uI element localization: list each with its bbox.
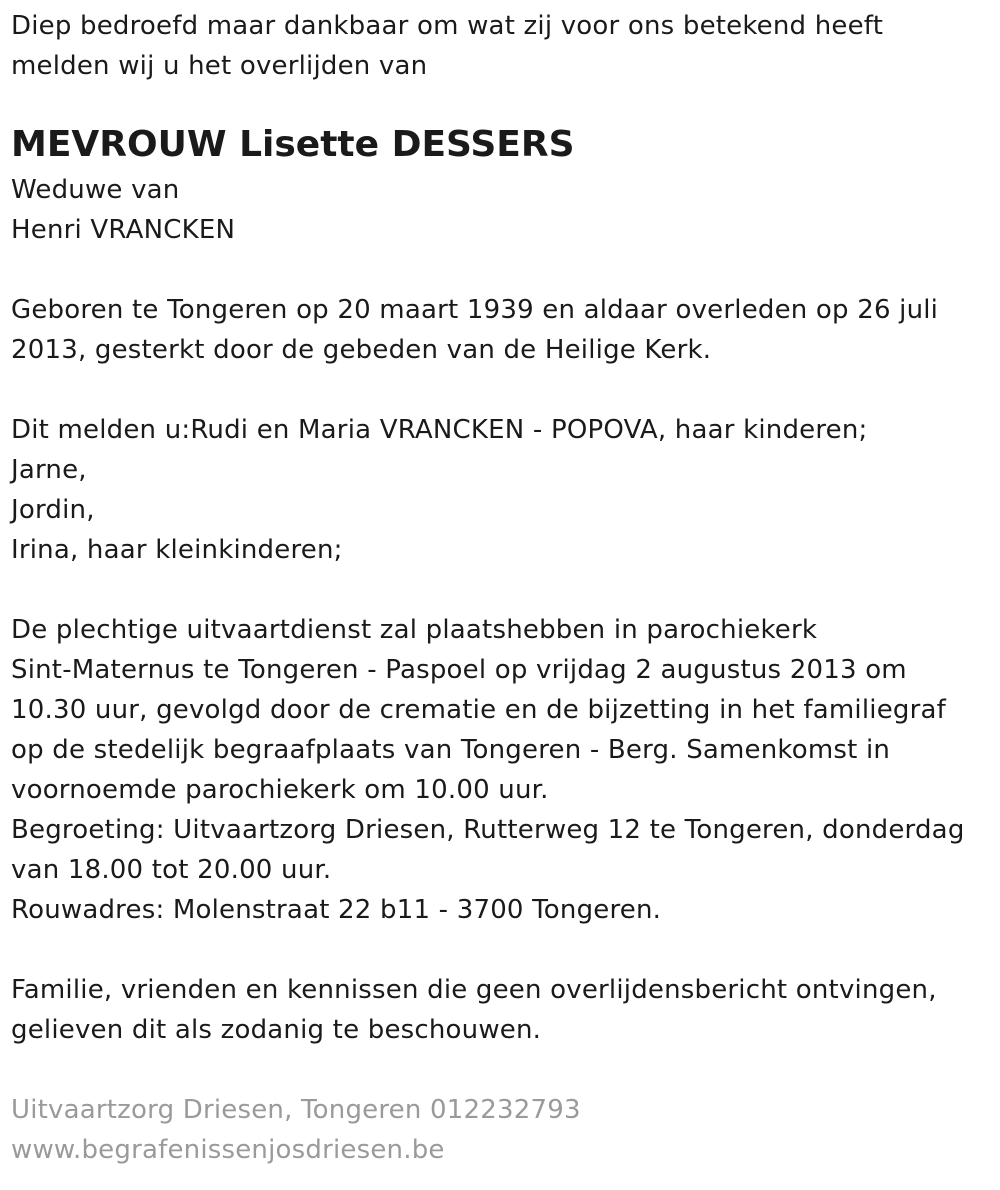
notice-line-2: gelieven dit als zodanig te beschouwen. — [11, 1015, 542, 1045]
footer-website[interactable]: www.begrafenissenjosdriesen.be — [11, 1135, 445, 1165]
spacer — [11, 370, 1000, 410]
spacer — [11, 1050, 1000, 1090]
service-line-2: Sint-Maternus te Tongeren - Paspoel op vrijdag 2 augustus 2013 om — [11, 655, 907, 685]
notice-line-1: Familie, vrienden en kennissen die geen overlijdensbericht ontvingen, — [11, 975, 937, 1005]
notice-section — [11, 970, 1000, 1050]
intro-line-1: Diep bedroefd maar dankbaar om wat zij voor ons betekend heeft — [11, 11, 884, 41]
deceased-section — [11, 120, 1000, 250]
birth-line-1: Geboren te Tongeren op 20 maart 1939 en aldaar overleden op 26 juli — [11, 295, 939, 325]
visitation-line-2: van 18.00 tot 20.00 uur. — [11, 855, 332, 885]
intro-section — [11, 6, 1000, 86]
family-line-3: Jordin, — [11, 495, 95, 525]
visitation-line-1: Begroeting: Uitvaartzorg Driesen, Rutterweg 12 te Tongeren, donderdag — [11, 815, 965, 845]
birth-line-2: 2013, gesterkt door de gebeden van de Heilige Kerk. — [11, 335, 712, 365]
spacer — [11, 250, 1000, 290]
family-section — [11, 410, 1000, 570]
family-line-4: Irina, haar kleinkinderen; — [11, 535, 343, 565]
relation-line-1: Weduwe van — [11, 175, 180, 205]
intro-line-2: melden wij u het overlijden van — [11, 51, 428, 81]
service-line-1: De plechtige uitvaartdienst zal plaatshebben in parochiekerk — [11, 615, 818, 645]
family-line-1: Dit melden u:Rudi en Maria VRANCKEN - POPOVA, haar kinderen; — [11, 415, 868, 445]
service-section — [11, 610, 1000, 930]
footer-company: Uitvaartzorg Driesen, Tongeren 012232793 — [11, 1095, 581, 1125]
deceased-name: MEVROUW Lisette DESSERS — [11, 124, 575, 165]
footer — [11, 1090, 1000, 1170]
relation-line-2: Henri VRANCKEN — [11, 215, 236, 245]
service-line-5: voornoemde parochiekerk om 10.00 uur. — [11, 775, 549, 805]
birth-section — [11, 290, 1000, 370]
service-line-4: op de stedelijk begraafplaats van Tongeren - Berg. Samenkomst in — [11, 735, 891, 765]
service-line-3: 10.30 uur, gevolgd door de crematie en de bijzetting in het familiegraf — [11, 695, 946, 725]
spacer — [11, 930, 1000, 970]
family-line-2: Jarne, — [11, 455, 87, 485]
spacer — [11, 570, 1000, 610]
mourning-address: Rouwadres: Molenstraat 22 b11 - 3700 Tongeren. — [11, 895, 662, 925]
